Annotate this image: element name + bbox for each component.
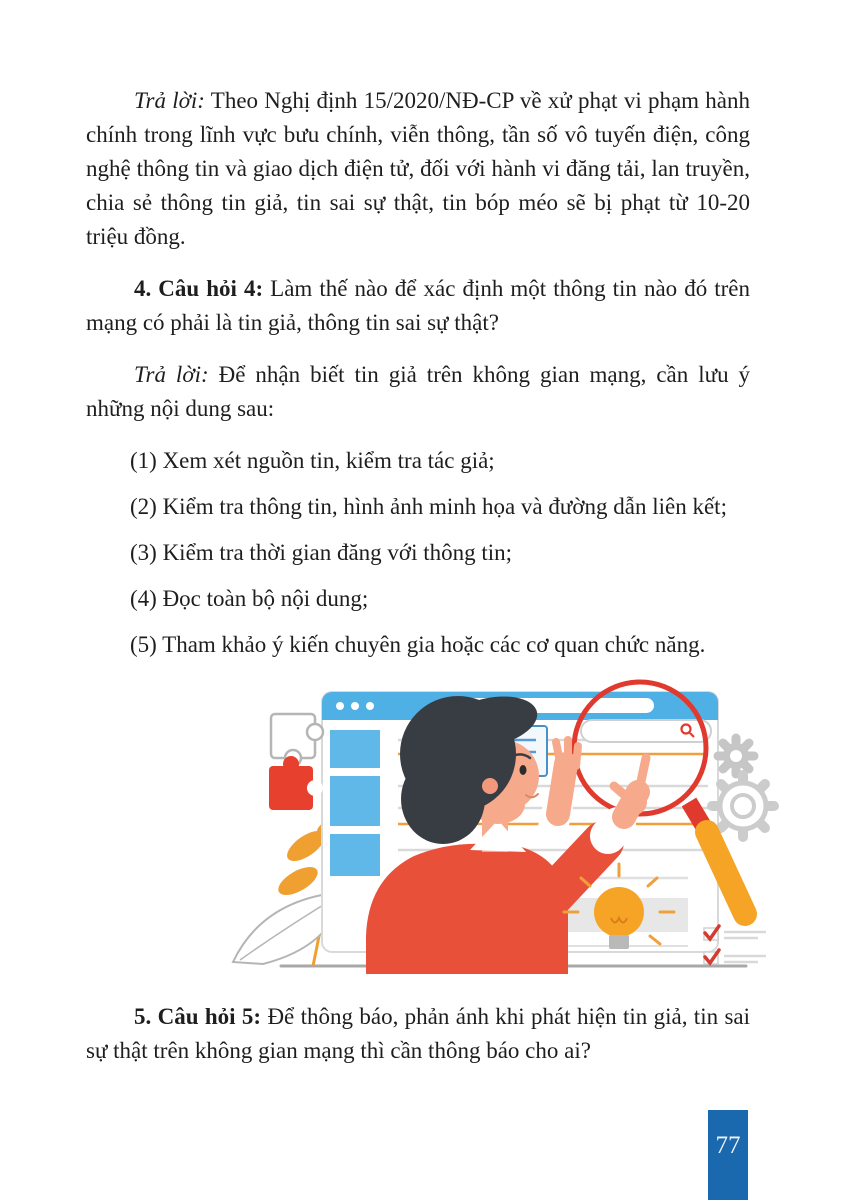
check-item-1 [704,926,766,940]
sidebar-blocks [330,730,380,876]
question-4-label: 4. Câu hỏi 4: [134,276,264,301]
answer-4-paragraph [86,358,750,426]
eye [520,765,527,775]
list-item-4: (4) Đọc toàn bộ nội dung; [130,586,369,611]
list-item-5: (5) Tham khảo ý kiến chuyên gia hoặc các cơ quan chức năng. [130,632,706,657]
check-item-2 [704,950,766,964]
page-number-bar [708,1110,748,1200]
question-4-text: Làm thế nào để xác định một thông tin nào đó trên mạng có phải là tin giả, thông tin sai sự thật? [86,276,751,335]
gear-icon-large [712,775,774,837]
answer-3-text: Theo Nghị định 15/2020/NĐ-CP về xử phạt vi phạm hành chính trong lĩnh vực bưu chính, viễn thông, tần số vô tuyến điện, công nghệ thông tin và giao dịch điện tử, đối với hành vi đăng tải, lan truyền, chia sẻ thông tin giả, tin sai sự thật, tin bóp méo sẽ bị phạt từ 10-20 triệu đồng. [86,88,750,249]
list-item-1: (1) Xem xét nguồn tin, kiểm tra tác giả; [130,448,495,473]
page-number: 77 [715,1132,741,1159]
question-5-label: 5. Câu hỏi 5: [134,1004,262,1029]
answer-4-label: Trả lời: [134,362,209,387]
answer-4-text: Để nhận biết tin giả trên không gian mạng, cần lưu ý những nội dung sau: [86,362,751,421]
list-item-3: (3) Kiểm tra thời gian đăng với thông tin; [130,540,513,565]
ear [482,778,498,794]
browser-dots-icon [336,702,374,710]
answer-3-paragraph [86,84,750,254]
answer-3-label: Trả lời: [134,88,205,113]
question-5-text: Để thông báo, phản ánh khi phát hiện tin giả, tin sai sự thật trên không gian mạng thì cần thông báo cho ai? [86,1004,750,1063]
question-5-paragraph [86,1000,750,1068]
puzzle-icon-outline [271,714,323,766]
illustration-fact-checking [218,674,798,974]
search-bar [581,720,711,742]
list-item-2: (2) Kiểm tra thông tin, hình ảnh minh họa và đường dẫn liên kết; [130,494,727,519]
puzzle-icon-red [269,756,323,810]
question-4-paragraph [86,272,750,340]
gear-icon-small [718,738,754,774]
